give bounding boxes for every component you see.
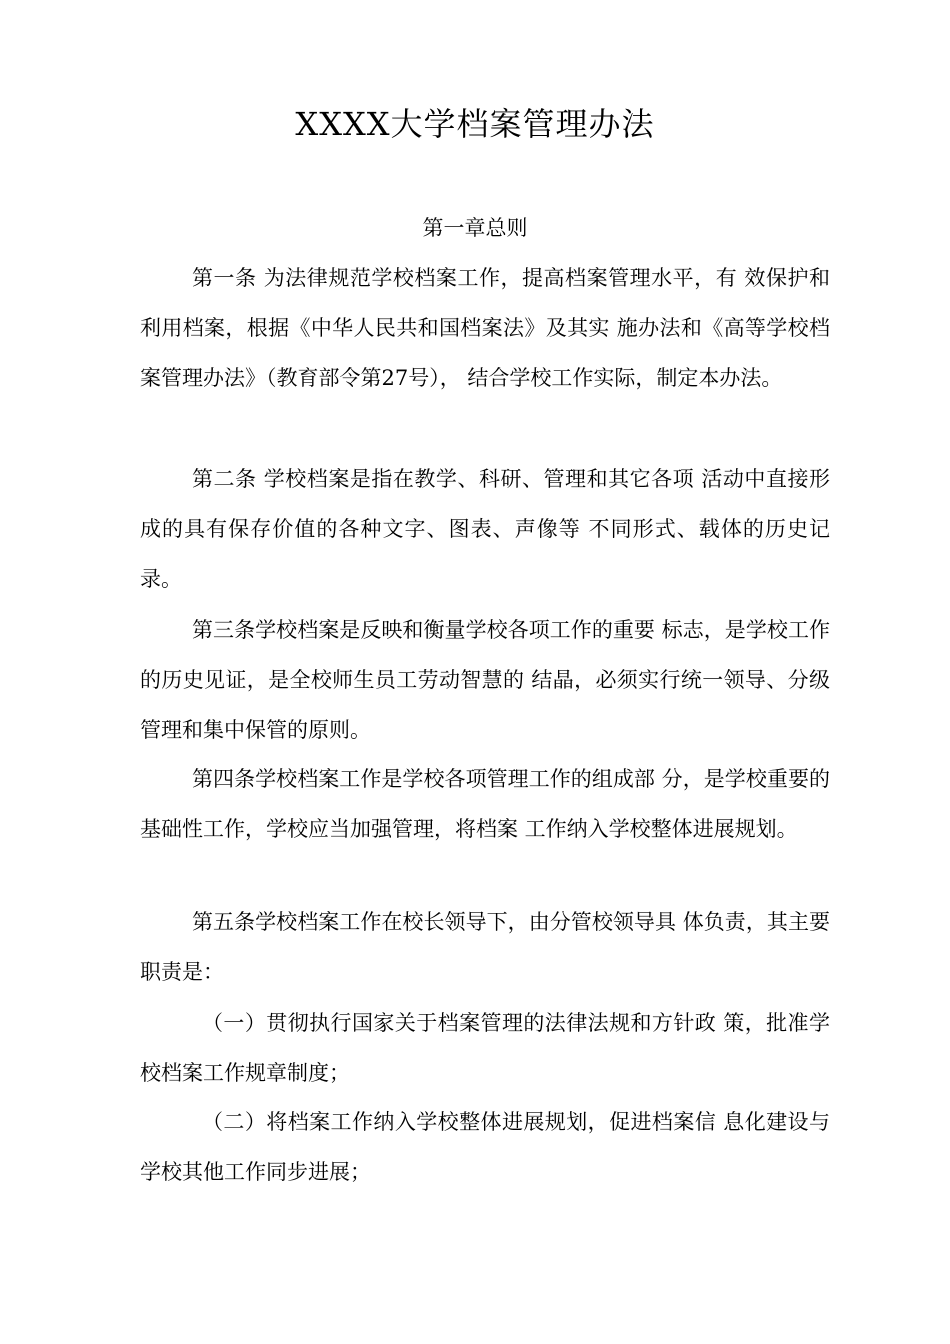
article-5-paragraph: 第五条学校档案工作在校长领导下，由分管校领导具 体负责，其主要职责是： [140,910,830,984]
article-2-paragraph: 第二条 学校档案是指在教学、科研、管理和其它各项 活动中直接形成的具有保存价值的各种文字、图表、声像等 不同形式、载体的历史记录。 [140,467,830,591]
article-1-paragraph: 第一条 为法律规范学校档案工作，提高档案管理水平，有 效保护和利用档案，根据《中华人民共和国档案法》及其实 施办法和《高等学校档案管理办法》（教育部令第27号）， 结合学校工作实际，制定本办法。 [140,266,830,390]
article-4-paragraph: 第四条学校档案工作是学校各项管理工作的组成部 分，是学校重要的基础性工作，学校应当加强管理，将档案 工作纳入学校整体进展规划。 [140,767,830,841]
chapter-heading: 第一章总则 [422,216,528,240]
article-5-item-1: （一）贯彻执行国家关于档案管理的法律法规和方针政 策，批准学校档案工作规章制度； [140,1011,830,1085]
article-3-paragraph: 第三条学校档案是反映和衡量学校各项工作的重要 标志，是学校工作的历史见证，是全校师生员工劳动智慧的 结晶，必须实行统一领导、分级管理和集中保管的原则。 [140,618,830,742]
document-title: XXXX大学档案管理办法 [295,105,655,143]
article-5-item-2: （二）将档案工作纳入学校整体进展规划，促进档案信 息化建设与学校其他工作同步进展； [140,1110,830,1184]
